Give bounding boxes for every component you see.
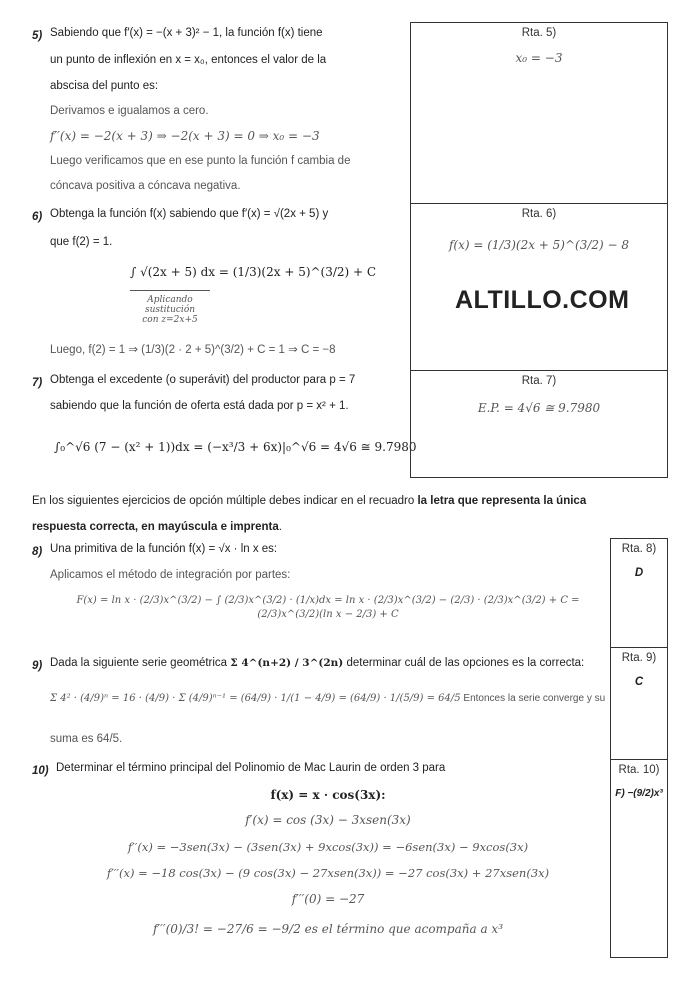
intro-text-a: En los siguientes ejercicios de opción múltiple debes indicar en el recuadro — [32, 495, 418, 507]
q6-note-line2: sustitución — [144, 305, 196, 315]
q9-answer-title: Rta. 9) — [621, 652, 657, 664]
q5-text1: Sabiendo que f′(x) = −(x + 3)² − 1, la función f(x) tiene — [50, 27, 323, 39]
q9-tail-line2: suma es 64/5. — [50, 733, 123, 745]
q9-number: 9) — [32, 660, 43, 672]
q7-number: 7) — [32, 377, 43, 389]
q10-line2: f′′(x) = −3sen(3x) − (3sen(3x) + 9xcos(3x)) = −6sen(3x) − 9xcos(3x) — [127, 840, 529, 854]
q9-series: Σ 4^(n+2) / 3^(2n) — [230, 657, 344, 669]
intro-text-c: respuesta correcta, en mayúscula e imprenta — [32, 521, 279, 533]
q7-text-line1: Obtenga el excedente (o superávit) del productor para p = 7 — [50, 374, 356, 386]
q5-solution-line3: Luego verificamos que en ese punto la función f cambia de — [50, 155, 351, 167]
q8-formula: F(x) = ln x · (2/3)x^(3/2) − ∫ (2/3)x^(3/2) · (1/x)dx = ln x · (2/3)x^(3/2) − (2/3) · (2/3)x^(3/2) + C = (2/3)x^(3/2)(ln x − 2/3) + C — [76, 595, 580, 620]
q6-number: 6) — [32, 211, 43, 223]
q6-answer-box — [410, 203, 668, 371]
q8-answer-box — [610, 538, 668, 648]
q5-answer-value: x₀ = −3 — [515, 51, 563, 65]
q5-solution-line4: cóncava positiva a cóncava negativa. — [50, 180, 241, 192]
q10-line3: f′′′(x) = −18 cos(3x) − (9 cos(3x) − 27xsen(3x)) = −27 cos(3x) + 27xsen(3x) — [106, 866, 550, 880]
q10-answer-box — [610, 759, 668, 958]
q7-text-line2: sabiendo que la función de oferta está dada por p = x² + 1. — [50, 400, 349, 412]
q6-underbrace — [130, 290, 210, 291]
q9-answer-box — [610, 647, 668, 760]
q6-note-line1: Aplicando — [147, 295, 193, 305]
q5-answer-box — [410, 22, 668, 204]
q10-number: 10) — [32, 765, 49, 777]
multiple-choice-instructions — [32, 488, 672, 540]
q5-text-line2: un punto de inflexión en x = x₀, entonces el valor de la — [50, 54, 327, 66]
q10-text: Determinar el término principal del Polinomio de Mac Laurin de orden 3 para — [56, 762, 446, 774]
q7-answer-title: Rta. 7) — [521, 375, 557, 387]
q8-answer-value: D — [634, 567, 644, 579]
q9-answer-value: C — [634, 676, 644, 688]
q10-function: f(x) = x · cos(3x): — [270, 788, 386, 802]
q5-number: 5) — [32, 30, 43, 42]
q10-line4: f′′′(0) = −27 — [291, 892, 365, 906]
intro-text-b: la letra que representa la única — [417, 495, 587, 507]
q8-text: Una primitiva de la función f(x) = √x · ln x es: — [50, 543, 278, 555]
q9-text — [50, 657, 584, 669]
q5-text-line3: abscisa del punto es: — [50, 80, 159, 92]
q7-answer-box — [410, 370, 668, 478]
q8-number: 8) — [32, 546, 43, 558]
q6-note — [128, 295, 212, 325]
q8-answer-title: Rta. 8) — [621, 543, 657, 555]
q7-answer-value: E.P. = 4√6 ≅ 9.7980 — [477, 401, 601, 415]
q9-formula-line — [50, 693, 605, 704]
altillo-watermark: ALTILLO.COM — [455, 286, 630, 314]
q6-note-line3: con z=2x+5 — [142, 315, 198, 325]
q10-line5: f′′′(0)/3! = −27/6 = −9/2 es el término que acompaña a x³ — [152, 922, 504, 936]
q6-text-line2: que f(2) = 1. — [50, 236, 113, 248]
q8-solution-line1: Aplicamos el método de integración por partes: — [50, 569, 291, 581]
q6-answer-value: f(x) = (1/3)(2x + 5)^(3/2) − 8 — [448, 238, 630, 252]
q10-answer-title: Rta. 10) — [618, 764, 660, 776]
q9-text-b: determinar cuál de las opciones es la correcta: — [343, 657, 585, 669]
q6-integral: ∫ √(2x + 5) dx = (1/3)(2x + 5)^(3/2) + C — [130, 265, 377, 279]
q5-solution-line1: Derivamos e igualamos a cero. — [50, 105, 209, 117]
q9-tail: Entonces la serie converge y su — [463, 693, 606, 704]
q7-integral: ∫₀^√6 (7 − (x² + 1))dx = (−x³/3 + 6x)|₀^√6 = 4√6 ≅ 9.7980 — [54, 440, 417, 454]
q10-line1: f′(x) = cos (3x) − 3xsen(3x) — [245, 813, 411, 827]
intro-text-d: . — [278, 521, 282, 533]
q6-text-line1: Obtenga la función f(x) sabiendo que f′(x) = √(2x + 5) y — [50, 208, 329, 220]
q9-formula: Σ 4² · (4/9)ⁿ = 16 · (4/9) · Σ (4/9)ⁿ⁻¹ = (64/9) · 1/(1 − 4/9) = (64/9) · 1/(5/9) = 64/5 — [50, 693, 461, 704]
q6-answer-title: Rta. 6) — [521, 208, 557, 220]
q5-text-line1 — [50, 27, 323, 39]
q5-answer-title: Rta. 5) — [521, 27, 557, 39]
q9-text-a: Dada la siguiente serie geométrica — [50, 657, 231, 669]
q10-answer-value: F) −(9/2)x³ — [615, 788, 663, 799]
q5-solution-line2: f′′(x) = −2(x + 3) ⇒ −2(x + 3) = 0 ⇒ x₀ = −3 — [50, 129, 320, 143]
q6-solution: Luego, f(2) = 1 ⇒ (1/3)(2 · 2 + 5)^(3/2) + C = 1 ⇒ C = −8 — [50, 344, 336, 356]
